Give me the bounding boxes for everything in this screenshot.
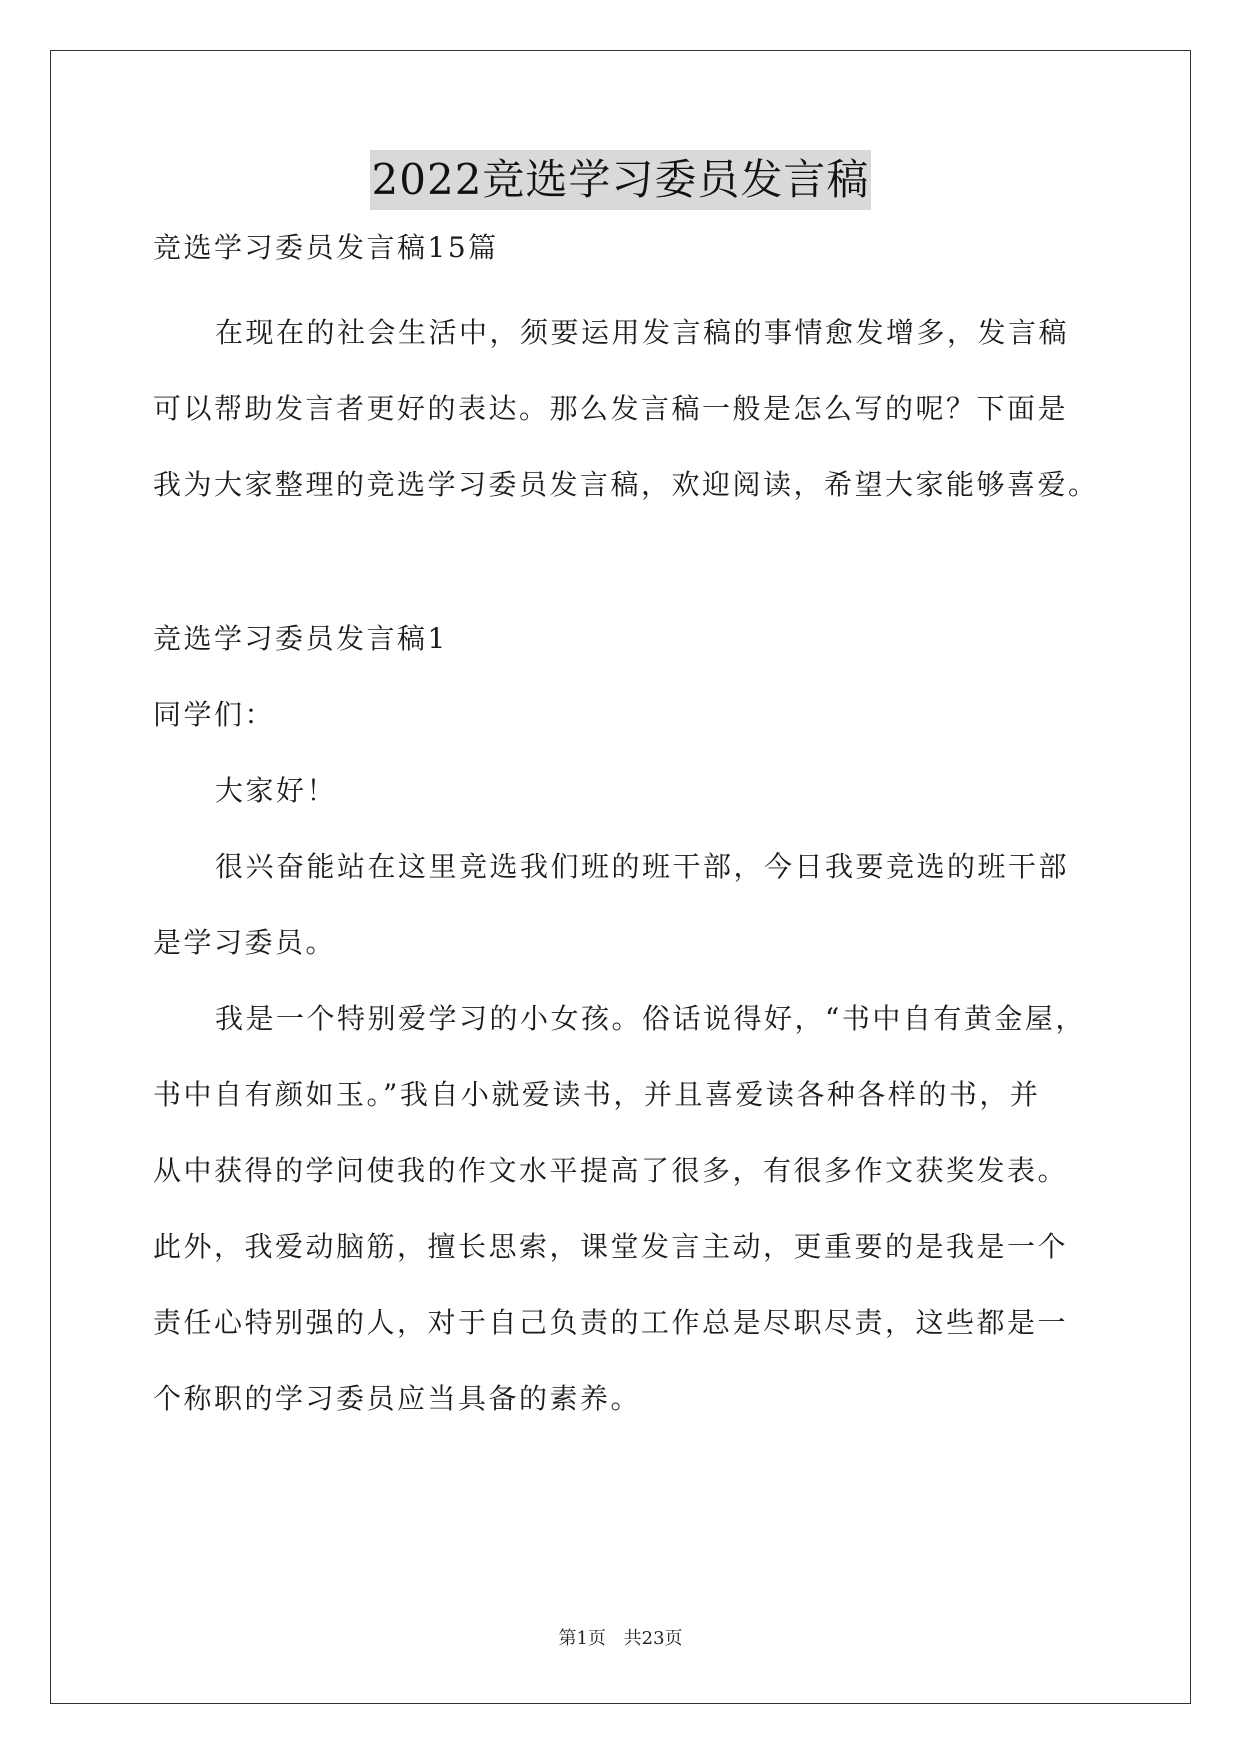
greeting: 大家好！	[215, 774, 338, 807]
section-heading: 竞选学习委员发言稿1	[153, 622, 448, 655]
intro-line: 我为大家整理的竞选学习委员发言稿，欢迎阅读，希望大家能够喜爱。	[153, 468, 1099, 501]
page-number: 第1页	[558, 1628, 606, 1649]
paragraph-line: 我是一个特别爱学习的小女孩。俗话说得好，“书中自有黄金屋，	[215, 1002, 1086, 1035]
document-title: 2022竞选学习委员发言稿	[370, 150, 872, 210]
paragraph-line: 很兴奋能站在这里竞选我们班的班干部，今日我要竞选的班干部	[215, 850, 1070, 883]
paragraph-line: 从中获得的学问使我的作文水平提高了很多，有很多作文获奖发表。	[153, 1154, 1069, 1187]
paragraph-line: 书中自有颜如玉。”我自小就爱读书，并且喜爱读各种各样的书，并	[153, 1078, 1041, 1111]
page-footer	[0, 1627, 1241, 1651]
paragraph-line: 此外，我爱动脑筋，擅长思索，课堂发言主动，更重要的是我是一个	[153, 1230, 1069, 1263]
document-body	[153, 228, 1099, 1419]
salutation: 同学们：	[153, 698, 276, 731]
page-total: 共23页	[623, 1628, 683, 1649]
subtitle: 竞选学习委员发言稿15篇	[153, 231, 499, 264]
intro-line: 可以帮助发言者更好的表达。那么发言稿一般是怎么写的呢？下面是	[153, 392, 1069, 425]
paragraph-line: 是学习委员。	[153, 926, 337, 959]
title-block	[0, 150, 1241, 210]
paragraph-line: 个称职的学习委员应当具备的素养。	[153, 1382, 642, 1415]
paragraph-line: 责任心特别强的人，对于自己负责的工作总是尽职尽责，这些都是一	[153, 1306, 1069, 1339]
intro-line: 在现在的社会生活中，须要运用发言稿的事情愈发增多，发言稿	[215, 316, 1070, 349]
